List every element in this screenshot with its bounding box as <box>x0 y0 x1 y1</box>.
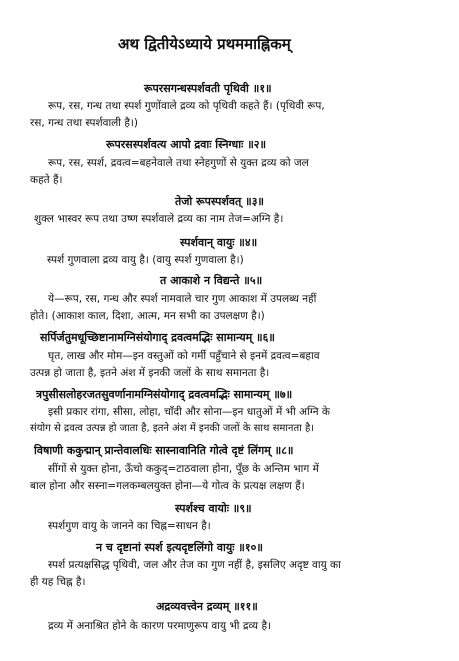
text-line: बाल होना और सस्ना=गलकम्बलयुक्त होना—ये गोत्व के प्रत्यक्ष लक्षण हैं। <box>30 480 305 492</box>
text-line: उत्पन्न हो जाता है, इतने अंश में इनकी जलों के साथ समानता है। <box>30 367 270 379</box>
sutra-5: त आकाशे न विद्यन्ते ॥५॥ <box>160 274 263 287</box>
sutra-7: त्रपुसीसलोहरजतसुवर्णानामग्निसंयोगाद् द्रवत्वमद्भिः सामान्यम् ॥७॥ <box>36 388 293 401</box>
text-line: स्पर्श प्रत्यक्षसिद्ध पृथिवी, जल और तेज का गुण नहीं है, इसलिए अदृष्ट वायु का <box>48 559 341 571</box>
sutra-8: विषाणी ककुद्मान् प्रान्तेवालधिः सास्नावानिति गोत्वे दृष्टं लिंगम् ॥८॥ <box>34 444 294 457</box>
text-line: स्पर्शगुण वायु के जानने का चिह्न=साधन है। <box>48 520 211 532</box>
sutra-9: स्पर्शश्च वायोः ॥९॥ <box>175 502 252 515</box>
text-line: इसी प्रकार रांगा, सीसा, लोहा, चाँदी और सोना—इन धातुओं में भी अग्नि के <box>48 406 330 418</box>
text-line: द्रव्य में अनाश्रित होने के कारण परमाणुरूप वायु भी द्रव्य है। <box>48 620 272 632</box>
chapter-title: अथ द्वितीयेऽध्याये प्रथममाह्निकम् <box>118 35 291 53</box>
text-line: ये—रूप, रस, गन्ध और स्पर्श नामवाले चार गुण आकाश में उपलब्ध नहीं <box>48 293 317 305</box>
sutra-11: अद्रव्यवत्त्वेन द्रव्यम् ॥११॥ <box>156 600 258 613</box>
sutra-3: तेजो रूपस्पर्शवत् ॥३॥ <box>175 195 265 208</box>
text-line: स्पर्श गुणवाला द्रव्य वायु है। (वायु स्पर्श गुणवाला है।) <box>47 254 244 266</box>
text-line: रूप, रस, स्पर्श, द्रवत्व=बहनेवाले तथा स्नेहगुणों से युक्त द्रव्य को जल <box>48 157 309 169</box>
sutra-10: न च दृष्टानां स्पर्श इत्यदृष्टलिंगो वायुः ॥१०॥ <box>96 541 263 554</box>
sutra-4: स्पर्शवान् वायुः ॥४॥ <box>180 236 258 249</box>
text-line: शुक्ल भास्वर रूप तथा उष्ण स्पर्शवाले द्रव्य का नाम तेज=अग्नि है। <box>34 213 284 225</box>
text-line: होते। (आकाश काल, दिशा, आत्म, मन सभी का उपलक्षण है।) <box>30 310 265 322</box>
text-line: सींगों से युक्त होना, ऊँचो ककुद्=टाठवाला होना, पूँछ के अन्तिम भाग में <box>48 463 319 475</box>
sutra-1: रूपरसगन्धस्पर्शवती पृथिवी ॥१॥ <box>144 82 272 95</box>
text-line: रस, गन्ध तथा स्पर्शवाली है।) <box>30 117 139 129</box>
text-line: रूप, रस, गन्ध तथा स्पर्श गुणोंवाले द्रव्य को पृथिवी कहते हैं। (पृथिवी रूप, <box>48 100 325 112</box>
sutra-6: सर्पिर्जतुमधूच्छिष्टानामग्निसंयोगाद् द्रवत्वमद्भिः सामान्यम् ॥६॥ <box>40 331 275 344</box>
sutra-2: रूपरसस्पर्शवत्य आपो द्रवाः स्निग्धाः ॥२॥ <box>106 138 267 151</box>
text-line: कहते हैं। <box>30 174 63 186</box>
text-line: घृत, लाख और मोम—इन वस्तुओं को गर्मी पहुँचाने से इनमें द्रवत्व=बहाव <box>48 350 320 362</box>
text-line: संयोग से द्रवत्व उत्पन्न हो जाता है, इतने अंश में इनकी जलों के साथ समानता है। <box>30 423 315 434</box>
text-line: ही यह चिह्न है। <box>30 576 86 588</box>
